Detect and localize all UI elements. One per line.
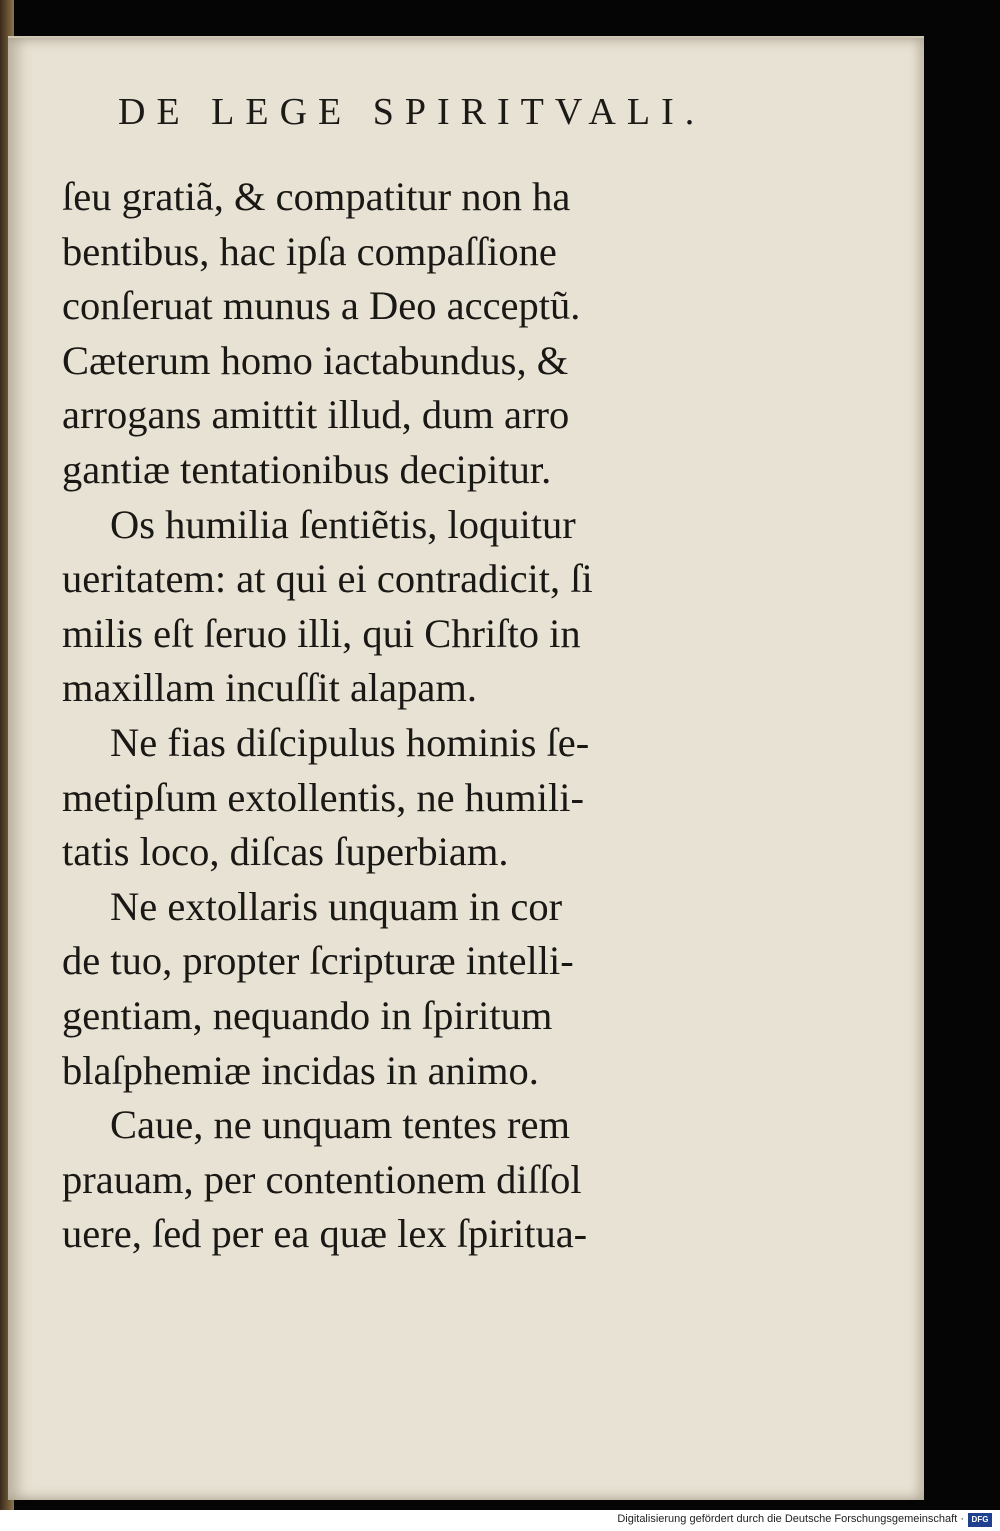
text-line-7: Os humilia ſentiẽtis, loquitur [110,501,576,547]
dfg-logo: DFG [968,1513,992,1527]
running-header: DE LEGE SPIRITVALI. [118,91,706,133]
text-line-4: Cæterum homo iactabundus, & [62,337,569,383]
text-line-10: maxillam incuſſit alapam. [62,665,478,711]
text-line-3: conſeruat munus a Deo acceptũ. [62,283,581,329]
text-line-11: Ne fias diſcipulus hominis ſe- [110,719,590,765]
text-line-12: metipſum extollentis, ne humili- [62,774,584,820]
text-line-14: Ne extollaris unquam in cor [110,883,563,929]
funding-notice: Digitalisierung gefördert durch die Deutsche Forschungsgemeinschaft · [617,1513,964,1525]
text-line-9: milis eſt ſeruo illi, qui Chriſto in [62,610,581,656]
text-line-5: arrogans amittit illud, dum arro [62,392,570,438]
text-line-20: uere, ſed per ea quæ lex ſpiritua- [62,1211,588,1257]
page-body [62,170,702,1262]
text-line-16: gentiam, nequando in ſpiritum [62,992,553,1038]
text-line-13: tatis loco, diſcas ſuperbiam. [62,829,509,875]
text-line-6: gantiæ tentationibus decipitur. [62,446,552,492]
text-line-18: Caue, ne unquam tentes rem [110,1102,570,1148]
text-line-1: ſeu gratiã, & compatitur non ha [62,174,571,219]
text-line-15: de tuo, propter ſcripturæ intelli- [62,938,574,984]
text-line-2: bentibus, hac ipſa compaſſione [62,228,557,274]
text-line-19: prauam, per contentionem diſſol [62,1156,582,1202]
digitization-footer [0,1510,1000,1531]
text-line-8: ueritatem: at qui ei contradicit, ſi [62,556,593,602]
text-line-17: blaſphemiæ incidas in animo. [62,1047,539,1093]
